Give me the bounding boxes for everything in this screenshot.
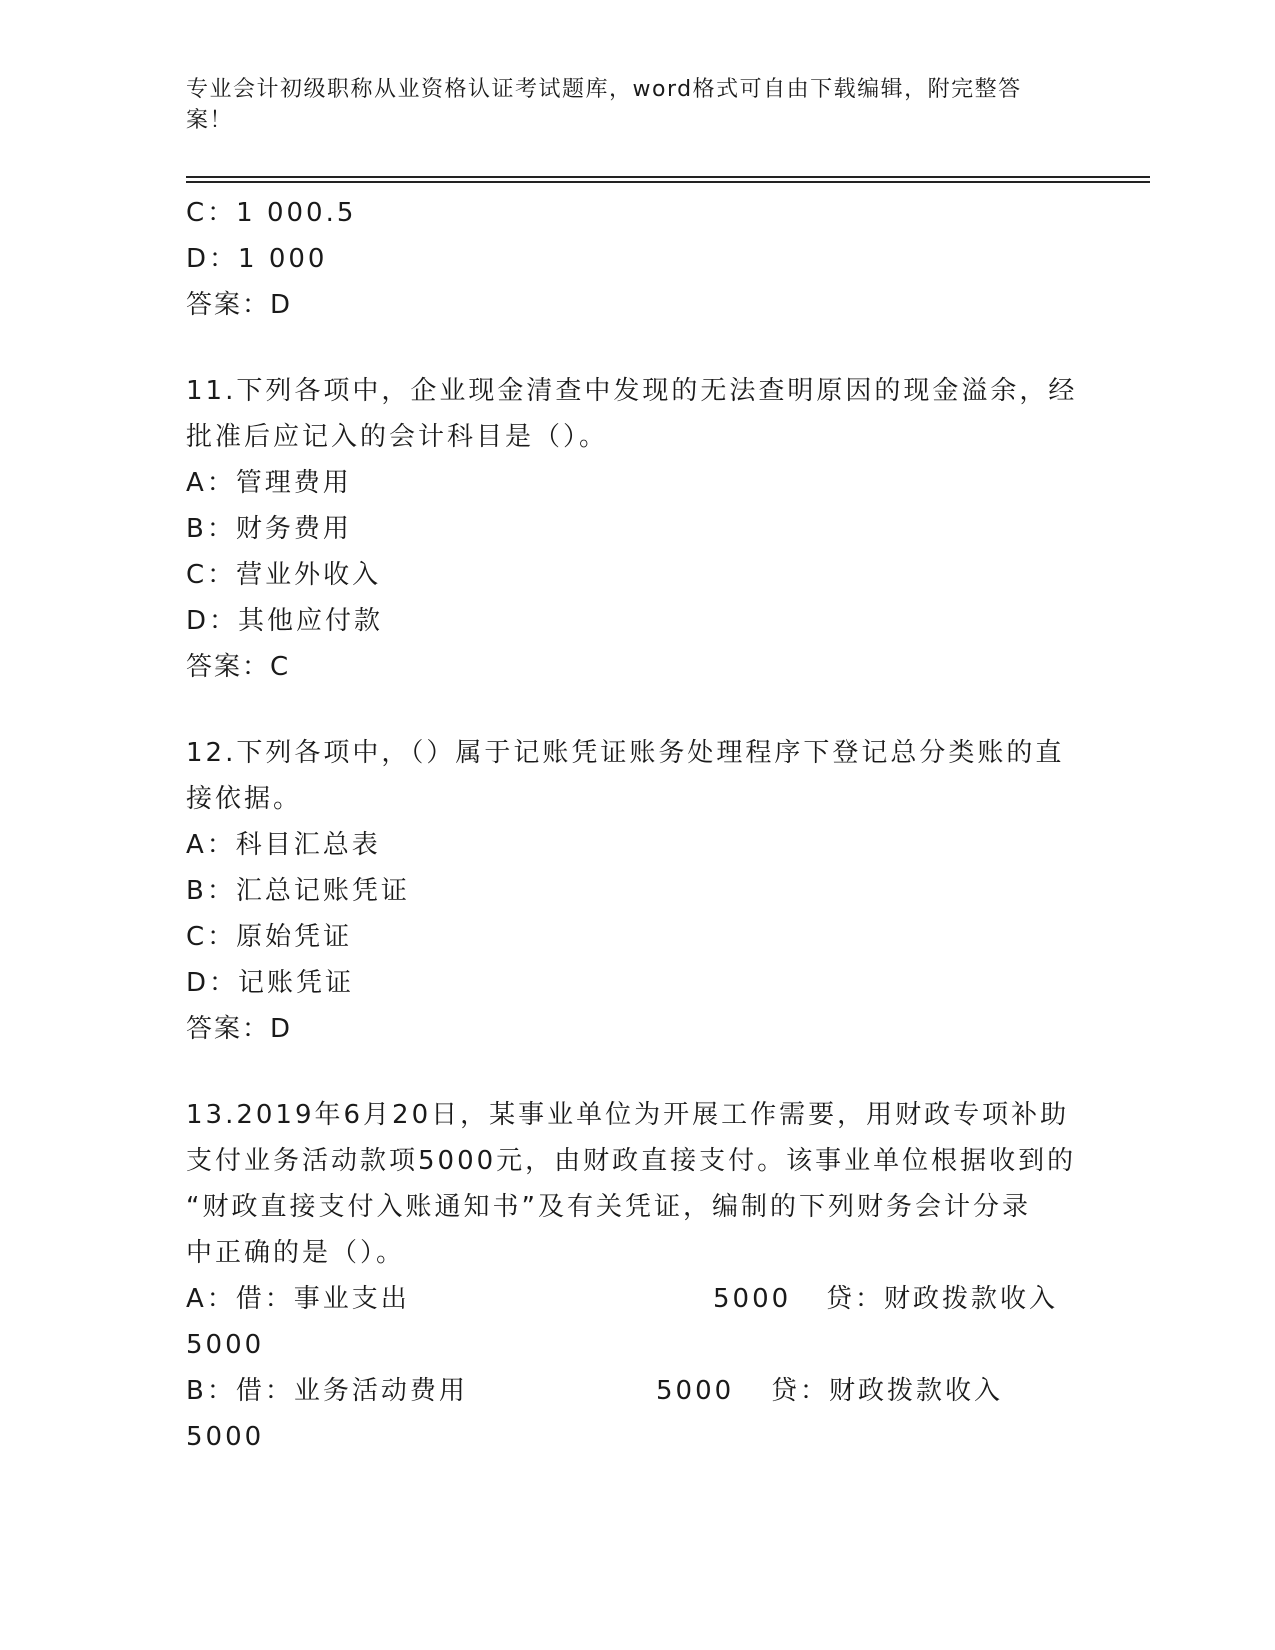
option-a [186,1276,1066,1322]
option-a-credit-amount: 5000 [186,1330,265,1360]
option-b: B：汇总记账凭证 [186,876,410,906]
header-rule-top [186,176,1150,178]
header-line-1: 专业会计初级职称从业资格认证考试题库，word格式可自由下载编辑，附完整答 [186,77,1022,102]
answer: 答案：D [186,1014,293,1044]
option-b-debit-amount: 5000 [656,1376,735,1406]
option-a-debit-amount: 5000 [713,1284,792,1314]
option-b: B：财务费用 [186,514,352,544]
option-d: D：其他应付款 [186,606,384,636]
header-rule-bottom [186,181,1150,183]
question-text-line-4: 中正确的是（）。 [186,1238,406,1268]
option-c: C：原始凭证 [186,922,353,952]
option-b [186,1368,1066,1414]
question-12 [186,730,1066,1052]
question-text-line-3: “财政直接支付入账通知书”及有关凭证，编制的下列财务会计分录 [186,1192,1031,1222]
answer: 答案：C [186,652,291,682]
answer: 答案：D [186,290,293,320]
option-b-credit-amount: 5000 [186,1422,265,1452]
option-b-credit: 贷：财政拨款收入 [771,1376,1004,1406]
page-header [186,74,1066,136]
header-double-rule [186,176,1150,183]
question-text-line-1: 12.下列各项中，（）属于记账凭证账务处理程序下登记总分类账的直 [186,738,1065,768]
option-d: D：记账凭证 [186,968,355,998]
option-b-debit: B：借：业务活动费用 [186,1376,468,1406]
question-11 [186,368,1078,690]
option-a: A：管理费用 [186,468,352,498]
option-a: A：科目汇总表 [186,830,381,860]
carryover-question [186,190,1066,328]
option-c: C：1 000.5 [186,198,357,228]
question-text-line-1: 13.2019年6月20日，某事业单位为开展工作需要，用财政专项补助 [186,1100,1070,1130]
question-text-line-2: 支付业务活动款项5000元，由财政直接支付。该事业单位根据收到的 [186,1146,1077,1176]
question-text-line-1: 11.下列各项中，企业现金清查中发现的无法查明原因的现金溢余，经 [186,376,1078,406]
question-text-line-2: 批准后应记入的会计科目是（）。 [186,422,609,452]
option-a-debit: A：借：事业支出 [186,1284,410,1314]
document-body [186,190,1078,1460]
question-13 [186,1092,1077,1460]
question-text-line-2: 接依据。 [186,784,303,814]
option-d: D：1 000 [186,244,328,274]
option-a-credit: 贷：财政拨款收入 [826,1284,1059,1314]
option-c: C：营业外收入 [186,560,382,590]
header-line-2: 案！ [186,108,234,133]
